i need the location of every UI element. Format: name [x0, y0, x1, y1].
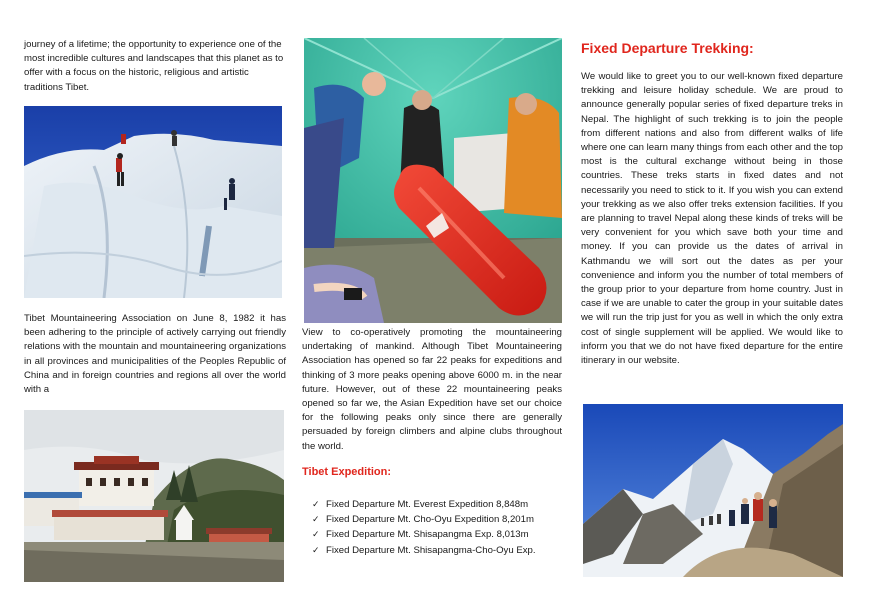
- check-icon: ✓: [312, 499, 320, 509]
- view-paragraph: View to co-operatively promoting the mountaineering undertaking of mankind. Although Tibet Mountaineering Association has opened so far 22 peaks for expeditions and thinking of 3 more peaks opening above 6000 m. in the near future. However, out of these 22 mountaineering peaks opened so far we, the Asian Expedition have set our choice for the following peaks only since there are generally persuaded by foreign climbers and alpine clubs throughout the world.: [302, 327, 562, 452]
- trekking-paragraph: We would like to greet you to our well-known fixed departure trekking and leisure holiday schedule. We are proud to announce generally popular series of fixed departure treks in Nepal. The highlight of such trekking is to join the people from different nations and also from different walks of life where one can learn many things from each other and the top most is the cultural exchange without being in those countries. These treks starts in fixed dates and not necessarily you need to stick to it. If you wish you can extend your trekking as we also offer treks extension facilities. If you are planning to travel Nepal along these kinds of treks will be very convenient for you which save both your time and money. If you can provide us the dates of arrival in Kathmandu we will sort out the dates as per your convenience and inform you the number of total members of the group prior to your departure from home country. Just in case if we are unable to cater the group in your suitable dates we will run the trip just for you as well in which the only extra cost of single supplement will be applied. We would like to inform you that we do not have fixed departure for the entire itinerary in our website.: [581, 71, 843, 367]
- monastery-photo: [24, 410, 284, 582]
- expedition-tent-photo: [304, 38, 562, 323]
- trekkers-mountain-photo: [583, 404, 843, 577]
- intro-paragraph: journey of a lifetime; the opportunity to experience one of the most incredible cultures and landscapes that this planet as to offer with a focus on the historic, religious and artistic traditions Tibet.: [24, 39, 284, 93]
- fixed-departure-heading: Fixed Departure Trekking:: [581, 40, 754, 56]
- tma-paragraph: Tibet Mountaineering Association on June 8, 1982 it has been adhering to the principle of actively carrying out friendly relations with the mountain and mountaineering organizations in all provinces and municipalities of the Peoples Republic of China and in foreign countries and regions all over the world with a: [24, 313, 286, 396]
- list-item: ✓ Fixed Departure Mt. Everest Expedition 8,848m: [312, 499, 529, 510]
- ice-climbing-photo: [24, 106, 282, 298]
- list-item: ✓ Fixed Departure Mt. Shisapangma-Cho-Oyu Exp.: [312, 544, 536, 556]
- list-item: ✓ Fixed Departure Mt. Shisapangma Exp. 8,013m: [312, 529, 529, 541]
- check-icon: ✓: [312, 529, 320, 540]
- expedition-list: [312, 497, 562, 558]
- tibet-expedition-heading: Tibet Expedition:: [302, 466, 392, 478]
- check-icon: ✓: [312, 514, 320, 525]
- list-item: ✓ Fixed Departure Mt. Cho-Oyu Expedition 8,201m: [312, 514, 534, 526]
- check-icon: ✓: [312, 544, 320, 555]
